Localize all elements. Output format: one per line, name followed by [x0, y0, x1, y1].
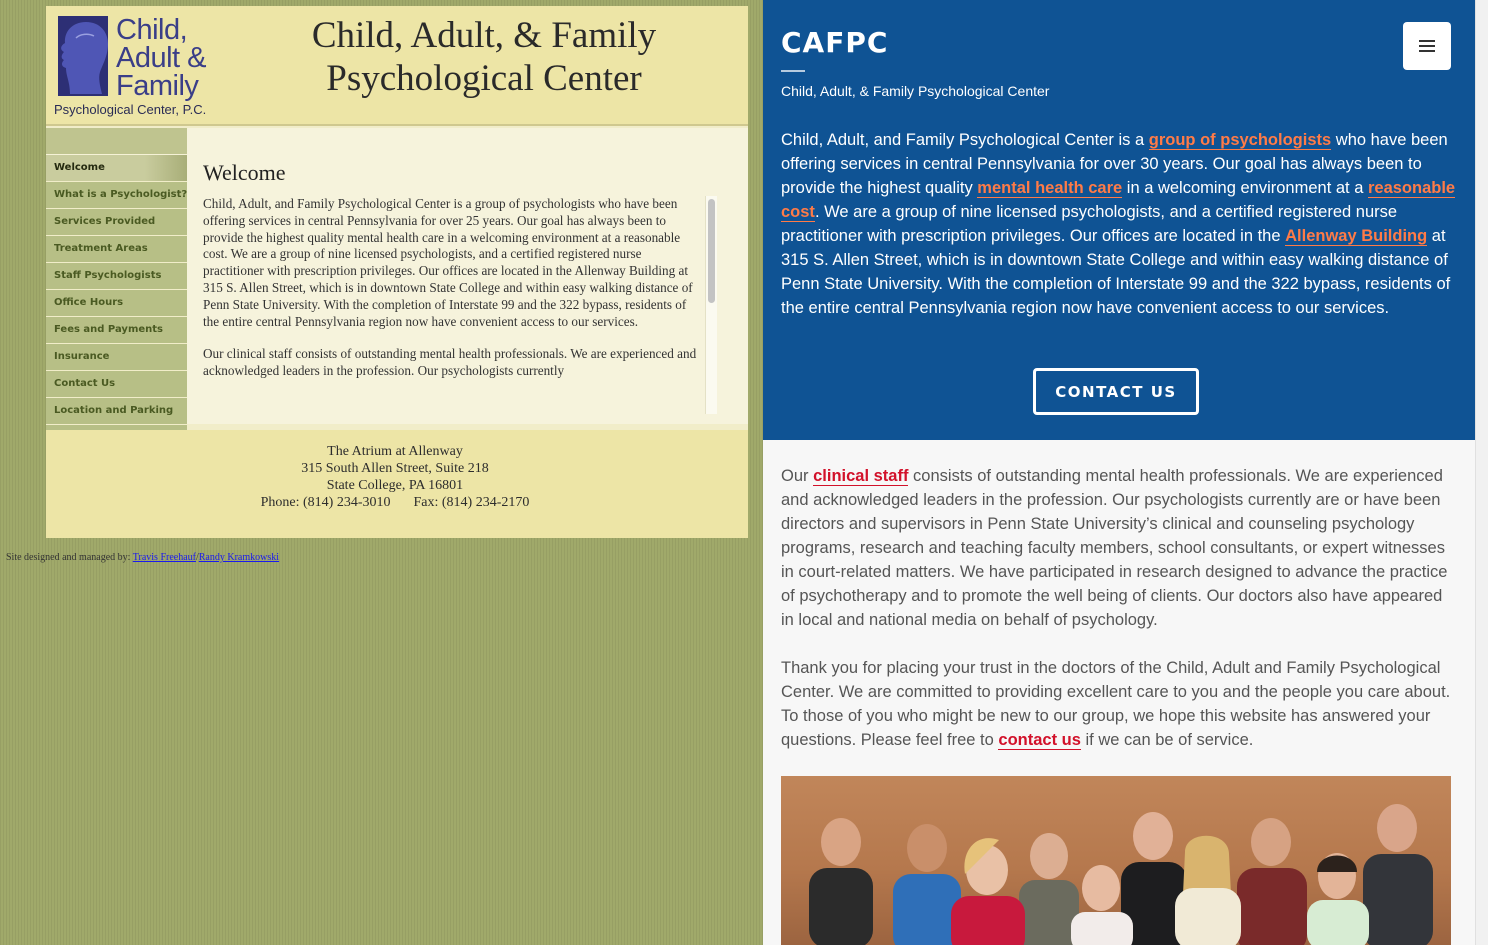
link-reasonable-cost[interactable]: reasonable cost	[781, 179, 1456, 221]
old-welcome-heading: Welcome	[203, 160, 286, 185]
old-site-content	[187, 128, 748, 424]
old-site-title-line1: Child, Adult, & Family	[311, 15, 657, 56]
link-contact-us[interactable]: contact us	[998, 731, 1081, 749]
footer-separator: /	[195, 552, 199, 563]
new-site-pane	[763, 0, 1488, 945]
old-nav-contact-us[interactable]: Contact Us	[46, 371, 187, 398]
brand-logo-text[interactable]: CAFPC	[781, 26, 889, 59]
logo-word-adult: Adult &	[116, 42, 206, 74]
body-paragraph-1	[781, 464, 1457, 632]
new-site-body	[781, 464, 1457, 776]
old-content-scrollbar[interactable]	[705, 196, 717, 414]
profile-head-logo-icon	[56, 16, 112, 96]
old-site-title-line2: Psychological Center	[326, 58, 642, 99]
site-tagline: Child, Adult, & Family Psychological Center	[781, 83, 1050, 99]
old-site-footer	[6, 552, 279, 563]
link-allenway-building[interactable]: Allenway Building	[1285, 227, 1428, 245]
sidebar-top-bar	[46, 128, 187, 155]
hamburger-menu-icon	[1419, 40, 1435, 52]
logo-subtitle: Psychological Center, P.C.	[54, 102, 207, 117]
body-text-part: if we can be of service.	[1080, 731, 1254, 749]
new-site-hero	[763, 0, 1475, 440]
address-fax: Fax: (814) 234-2170	[413, 495, 530, 510]
logo-word-family: Family	[116, 70, 199, 102]
link-mental-health-care[interactable]: mental health care	[977, 179, 1123, 197]
old-nav-services-provided[interactable]: Services Provided	[46, 209, 187, 236]
address-line-3: State College, PA 16801	[326, 478, 464, 493]
hero-text-part: who have been offering services in central Pennsylvania for over 30 years. Our goal has always been to provide the highest quality	[781, 131, 1448, 197]
body-text-part: consists of outstanding mental health professionals. We are experienced and acknowledged leaders in the profession. Our psychologists currently are or have been directors and supervisors in Penn State University’s clinical and counseling psychology programs, research and teaching faculty members, school consultants, or expert witnesses in court-related matters. We have participated in research designed to advance the practice of psychotherapy and to promote the well being of clients. Our doctors also have appeared in local and national media on behalf of psychology.	[781, 467, 1448, 629]
staff-group-photo-illustration	[781, 776, 1451, 945]
footer-credit-text: Site designed and managed by:	[6, 552, 131, 563]
old-paragraph-1: Child, Adult, and Family Psychological Center is a group of psychologists who have been offering services in central Pennsylvania for over 25 years. Our goal has always been to provide the highest quality mental health care in a welcoming environment at a reasonable cost. We are a group of nine licensed psychologists, and a certified registered nurse practitioner with prescription privileges. Our offices are located in the Allenway Building at 315 S. Allen Street, which is in downtown State College and within easy walking distance of Penn State University. With the completion of Interstate 99 and the 322 bypass, residents of the entire central Pennsylvania region now have convenient access to our services.	[203, 196, 693, 329]
new-site-scrollbar[interactable]	[1475, 0, 1488, 945]
contact-us-button[interactable]: CONTACT US	[1033, 368, 1199, 415]
footer-link-travis-freehauf[interactable]: Travis Freehauf	[132, 552, 196, 563]
old-nav-treatment-areas[interactable]: Treatment Areas	[46, 236, 187, 263]
hero-paragraph	[781, 128, 1457, 320]
old-site-header	[46, 6, 748, 126]
old-nav-welcome[interactable]: Welcome	[46, 155, 187, 182]
address-phone-fax	[46, 495, 744, 511]
old-site-title	[264, 14, 704, 100]
old-site-address	[46, 430, 748, 538]
old-nav-location-and-parking[interactable]: Location and Parking	[46, 398, 187, 425]
staff-group-photo	[781, 776, 1451, 945]
address-phone: Phone: (814) 234-3010	[260, 495, 391, 510]
old-site-frame	[46, 6, 748, 538]
logo-word-child: Child,	[116, 14, 188, 46]
hero-text-part: . We are a group of nine licensed psychologists, and a certified registered nurse practitioner with prescription privileges. Our offices are located in the	[781, 203, 1398, 245]
hero-text-part: in a welcoming environment at a	[1122, 179, 1368, 197]
hero-text-part: at 315 S. Allen Street, which is in downtown State College and within easy walking distance of Penn State University. With the completion of Interstate 99 and the 322 bypass, residents of the entire central Pennsylvania region now have convenient access to our services.	[781, 227, 1451, 317]
old-paragraph-2: Our clinical staff consists of outstanding mental health professionals. We are experienced and acknowledged leaders in the profession. Our psychologists currently	[203, 346, 697, 379]
link-clinical-staff[interactable]: clinical staff	[813, 467, 909, 485]
hamburger-menu-button[interactable]	[1403, 22, 1451, 70]
body-text-part: Our	[781, 467, 814, 485]
old-nav-insurance[interactable]: Insurance	[46, 344, 187, 371]
footer-link-randy-kramkowski[interactable]: Randy Kramkowski	[198, 552, 280, 563]
link-group-of-psychologists[interactable]: group of psychologists	[1148, 131, 1332, 149]
old-nav-staff-psychologists[interactable]: Staff Psychologists	[46, 263, 187, 290]
old-nav-office-hours[interactable]: Office Hours	[46, 290, 187, 317]
brand-underline	[781, 70, 805, 72]
hero-text-part: Child, Adult, and Family Psychological Center is a	[781, 131, 1149, 149]
body-paragraph-2	[781, 656, 1457, 752]
address-line-1: The Atrium at Allenway	[327, 444, 463, 459]
body-text-part: Thank you for placing your trust in the doctors of the Child, Adult and Family Psychological Center. We are committed to providing excellent care to you and the people you care about. To those of you who might be new to our group, we hope this website has answered your questions. Please feel free to	[781, 659, 1451, 749]
old-site-sidebar	[46, 128, 187, 430]
old-content-scrollbar-thumb[interactable]	[708, 199, 715, 303]
cafpc-logo[interactable]	[54, 16, 219, 121]
old-content-scroll-area[interactable]	[203, 196, 717, 418]
address-line-2: 315 South Allen Street, Suite 218	[301, 461, 489, 476]
old-nav-fees-and-payments[interactable]: Fees and Payments	[46, 317, 187, 344]
old-nav-what-is-a-psychologist[interactable]: What is a Psychologist?	[46, 182, 187, 209]
